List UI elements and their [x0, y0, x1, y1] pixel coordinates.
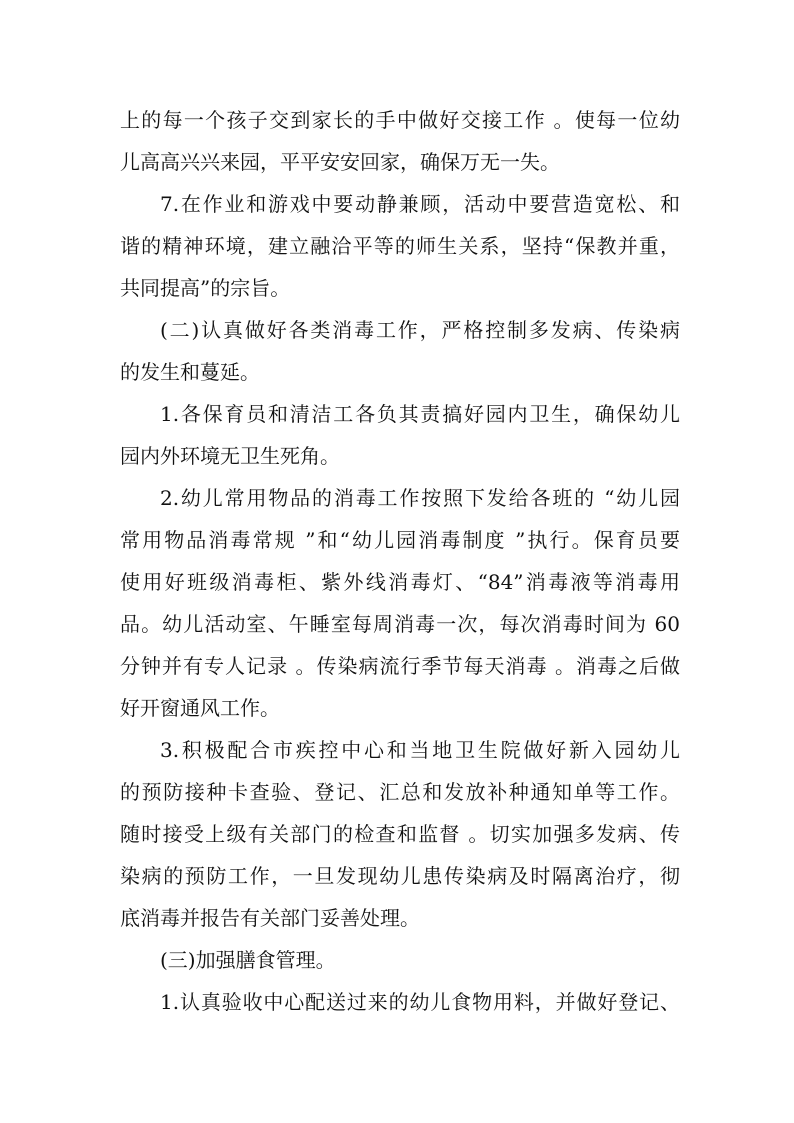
- text-line: 底消毒并报告有关部门妥善处理。: [120, 906, 420, 930]
- text-line: 染病的预防工作，一旦发现幼儿患传染病及时隔离治疗，彻: [120, 864, 680, 888]
- text-line: 分钟并有专人记录 。传染病流行季节每天消毒 。消毒之后做: [120, 654, 680, 678]
- text-line: 园内外环境无卫生死角。: [120, 444, 340, 468]
- section-heading: 的发生和蔓延。: [120, 360, 260, 384]
- text-line: 1.认真验收中心配送过来的幼儿食物用料，并做好登记、: [160, 990, 680, 1014]
- text-line: 随时接受上级有关部门的检查和监督 。切实加强多发病、传: [120, 822, 680, 846]
- text-line: 7.在作业和游戏中要动静兼顾，活动中要营造宽松、和: [160, 192, 680, 216]
- text-line: 常用物品消毒常规 ”和“幼儿园消毒制度 ”执行。保育员要: [120, 528, 680, 552]
- section-heading: (二)认真做好各类消毒工作，严格控制多发病、传染病: [160, 318, 680, 342]
- text-line: 的预防接种卡查验、登记、汇总和发放补种通知单等工作。: [120, 780, 680, 804]
- text-line: 1.各保育员和清洁工各负其责搞好园内卫生，确保幼儿: [160, 402, 680, 426]
- text-line: 3.积极配合市疾控中心和当地卫生院做好新入园幼儿: [160, 738, 680, 762]
- text-line: 好开窗通风工作。: [120, 696, 280, 720]
- text-line: 上的每一个孩子交到家长的手中做好交接工作 。使每一位幼: [120, 108, 680, 132]
- text-line: 2.幼儿常用物品的消毒工作按照下发给各班的 “幼儿园: [160, 486, 680, 510]
- text-line: 品。幼儿活动室、午睡室每周消毒一次，每次消毒时间为 60: [120, 612, 680, 636]
- text-line: 使用好班级消毒柜、紫外线消毒灯、“84”消毒液等消毒用: [120, 570, 680, 594]
- text-line: 儿高高兴兴来园，平平安安回家，确保万无一失。: [120, 150, 560, 174]
- text-line: 谐的精神环境，建立融洽平等的师生关系，坚持“保教并重，: [120, 234, 680, 258]
- section-heading: (三)加强膳食管理。: [160, 948, 336, 972]
- text-line: 共同提高”的宗旨。: [120, 276, 291, 300]
